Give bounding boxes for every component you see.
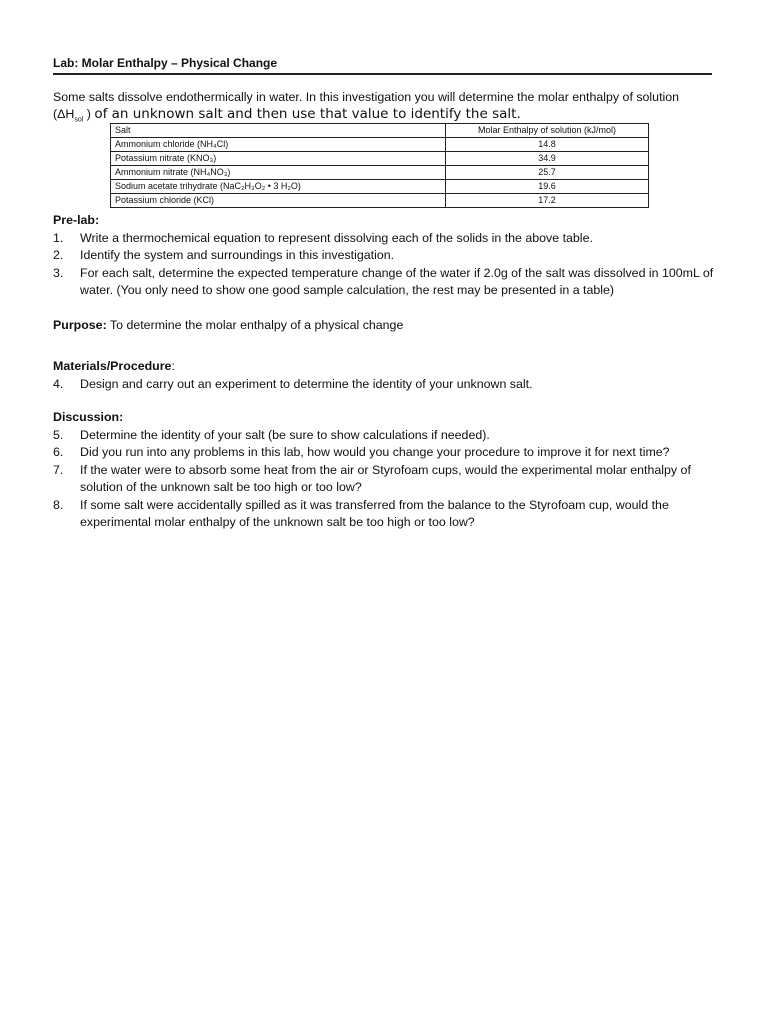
table-cell-enthalpy: 19.6 (446, 180, 649, 194)
table-cell-enthalpy: 17.2 (446, 194, 649, 208)
list-item (53, 427, 723, 445)
materials-heading: Materials/Procedure (53, 359, 172, 373)
list-item (53, 462, 723, 497)
discussion-heading: Discussion: (53, 410, 124, 424)
table-row (111, 194, 649, 208)
discussion-list (53, 427, 723, 532)
table-header-row (111, 124, 649, 138)
list-item (53, 497, 723, 532)
purpose-section (53, 317, 723, 335)
table-cell-salt: Sodium acetate trihydrate (NaC₂H₃O₂ • 3 H₂O) (111, 180, 446, 194)
title-divider (53, 73, 712, 75)
list-item (53, 376, 723, 394)
list-item-number: 3. (53, 265, 64, 280)
list-item (53, 265, 723, 300)
list-item-text: Identify the system and surroundings in this investigation. (80, 248, 395, 262)
list-item-text: Determine the identity of your salt (be sure to show calculations if needed). (80, 427, 490, 442)
purpose-text: To determine the molar enthalpy of a physical change (106, 318, 404, 332)
list-item-text: Did you run into any problems in this lab, how would you change your procedure to improve it for next time? (80, 445, 670, 459)
table-row (111, 180, 649, 194)
table-header-salt: Salt (111, 124, 446, 138)
list-item (53, 247, 723, 265)
purpose-label: Purpose: (53, 318, 107, 332)
list-item (53, 230, 723, 248)
list-item-text: If the water were to absorb some heat from the air or Styrofoam cups, would the experimental molar enthalpy of solution of the unknown salt be too high or too low? (80, 462, 691, 494)
table-header-enthalpy: Molar Enthalpy of solution (kJ/mol) (446, 124, 649, 138)
table-cell-salt: Potassium chloride (KCl) (111, 194, 446, 208)
table-cell-enthalpy: 25.7 (446, 166, 649, 180)
table-cell-enthalpy: 14.8 (446, 138, 649, 152)
table-cell-salt: Ammonium nitrate (NH₄NO₃) (111, 166, 446, 180)
list-item-number: 5. (53, 427, 64, 442)
table-row (111, 152, 649, 166)
table-row (111, 138, 649, 152)
list-item-number: 2. (53, 248, 64, 262)
intro-delta-h: (ΔH (53, 107, 75, 121)
intro-delta-h-subscript: sol (74, 116, 84, 124)
intro-line-1: Some salts dissolve endothermically in water. In this investigation you will determine the molar enthalpy of solution (53, 90, 680, 104)
list-item-number: 6. (53, 445, 64, 459)
list-item (53, 444, 723, 462)
prelab-list (53, 230, 723, 300)
materials-colon: : (171, 359, 175, 373)
prelab-section (53, 212, 723, 300)
table-cell-salt: Potassium nitrate (KNO₃) (111, 152, 446, 166)
page-title: Lab: Molar Enthalpy – Physical Change (53, 56, 278, 70)
list-item-text: Design and carry out an experiment to determine the identity of your unknown salt. (80, 376, 533, 391)
list-item-number: 8. (53, 497, 64, 512)
list-item-text: Write a thermochemical equation to represent dissolving each of the solids in the above table. (80, 230, 593, 245)
intro-line-2: of an unknown salt and then use that value to identify the salt. (94, 106, 521, 122)
discussion-section (53, 409, 723, 532)
intro-close-paren: ) (83, 107, 95, 121)
prelab-heading: Pre-lab: (53, 213, 100, 227)
list-item-number: 7. (53, 462, 64, 477)
salt-table (110, 123, 649, 208)
table-row (111, 166, 649, 180)
materials-section (53, 358, 723, 393)
materials-list (53, 376, 723, 394)
list-item-text: If some salt were accidentally spilled as it was transferred from the balance to the Styrofoam cup, would the experimental molar enthalpy of the unknown salt be too high or too low? (80, 497, 669, 529)
table-cell-enthalpy: 34.9 (446, 152, 649, 166)
list-item-text: For each salt, determine the expected temperature change of the water if 2.0g of the salt was dissolved in 100mL of water. (You only need to show one good sample calculation, the rest may be presented in a table) (80, 265, 714, 297)
list-item-number: 1. (53, 230, 64, 245)
table-cell-salt: Ammonium chloride (NH₄Cl) (111, 138, 446, 152)
list-item-number: 4. (53, 376, 64, 391)
